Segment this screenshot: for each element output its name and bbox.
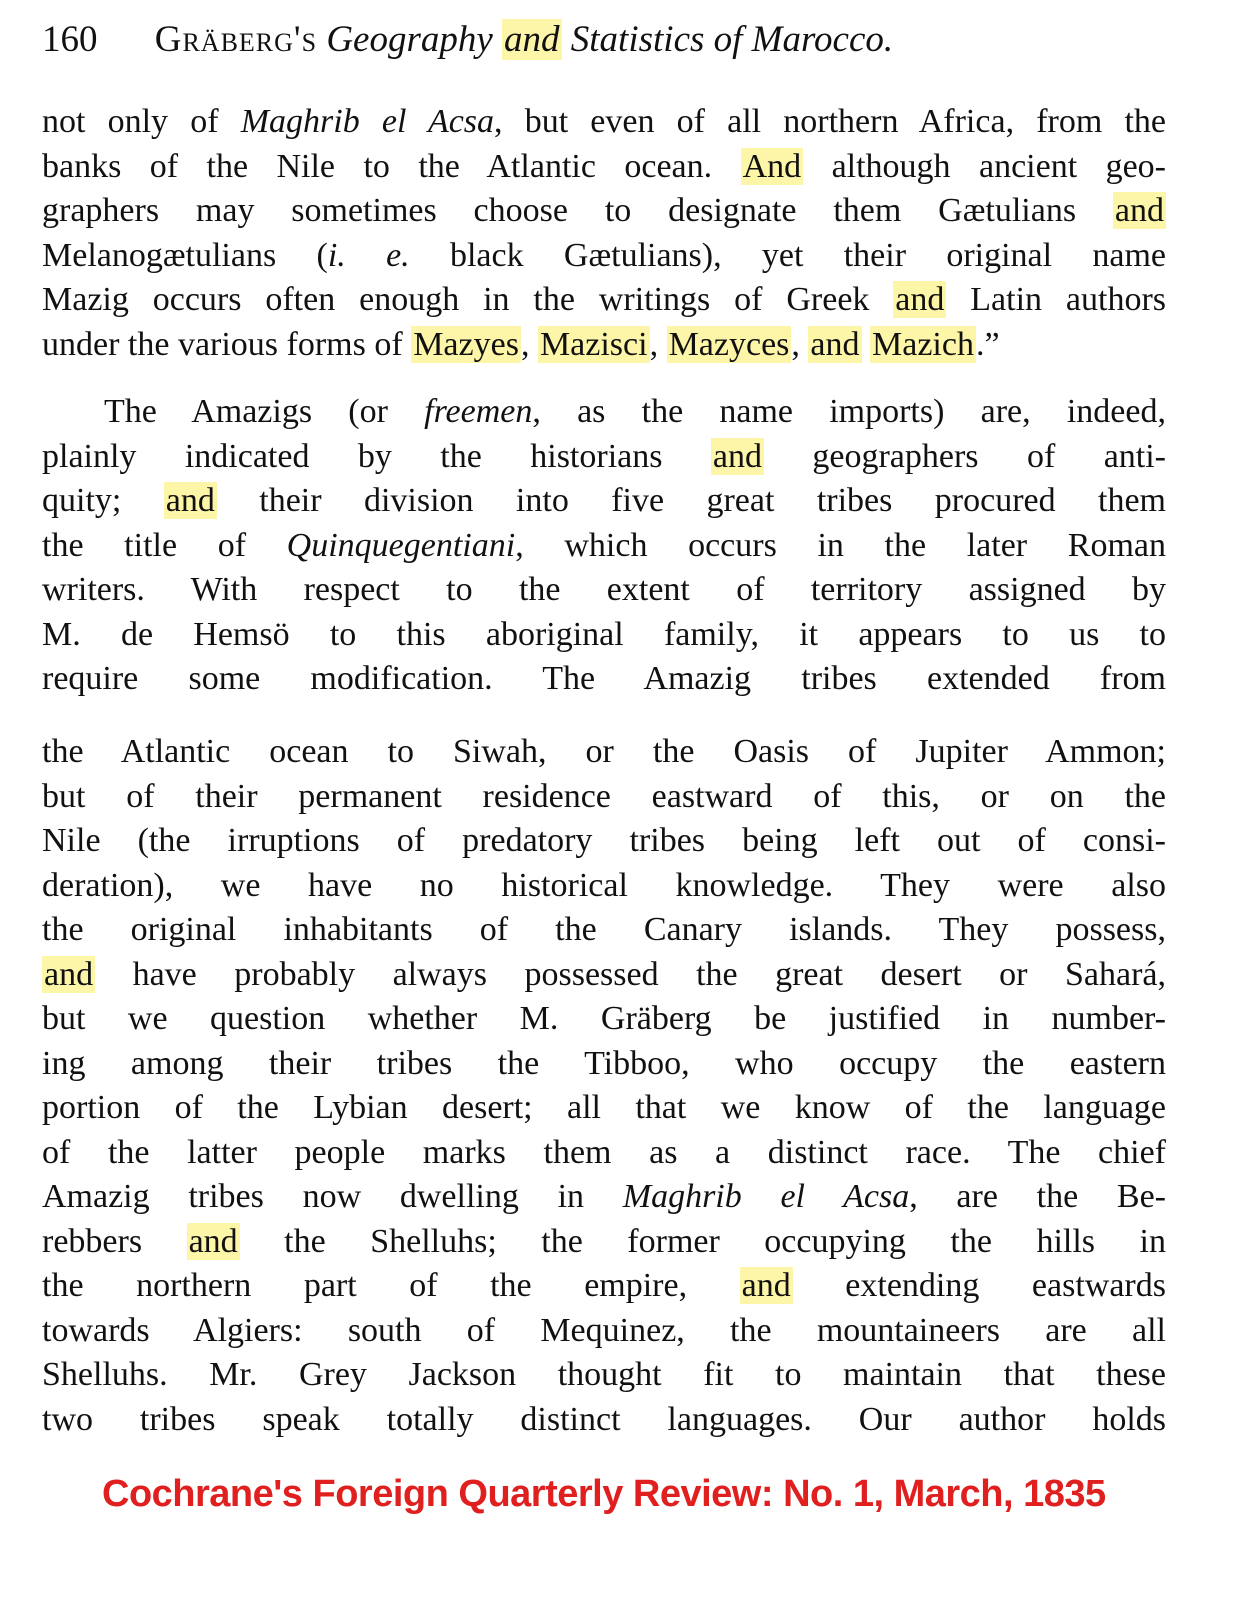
text-line <box>42 1042 1166 1087</box>
running-header <box>42 14 1182 66</box>
text-run: Nile (the irruptions of predatory tribes being left out of consi- <box>42 822 1166 859</box>
text-line <box>42 278 1166 323</box>
text-line <box>42 100 1166 145</box>
text-run: portion of the Lybian desert; all that we know of the language <box>42 1089 1166 1126</box>
text-run: extending eastwards <box>792 1267 1166 1304</box>
paragraph-1 <box>42 100 1166 367</box>
text-run: Amazig tribes now dwelling in <box>42 1178 623 1215</box>
text-line <box>42 1175 1166 1220</box>
text-line <box>42 1220 1166 1265</box>
text-run: , but even of all northern Africa, from the <box>494 103 1167 140</box>
highlighted-word: Mazisci <box>539 325 648 363</box>
header-author: Gräberg's <box>154 19 318 60</box>
text-run: banks of the Nile to the Atlantic ocean. <box>42 147 741 185</box>
text-run: , <box>520 325 538 363</box>
highlighted-word: and <box>165 482 215 519</box>
highlighted-word: and <box>1114 192 1164 229</box>
text-run: Shelluhs. Mr. Grey Jackson thought fit to maintain that these <box>42 1356 1166 1393</box>
text-line <box>42 819 1166 864</box>
text-run <box>862 326 871 363</box>
text-run: geographers of anti- <box>763 437 1166 475</box>
highlighted-word: Mazyces <box>668 325 790 363</box>
text-line <box>42 953 1166 998</box>
paragraph-3 <box>42 730 1166 1442</box>
text-line <box>42 997 1166 1042</box>
text-line <box>42 390 1166 435</box>
text-run: black Gætulians), yet their original name <box>409 236 1166 274</box>
text-line <box>42 1264 1166 1309</box>
text-line <box>42 1309 1166 1354</box>
text-run: two tribes speak totally distinct languages. Our author holds <box>42 1400 1166 1438</box>
text-run: not only of <box>42 103 241 140</box>
text-run: although ancient geo- <box>803 147 1166 185</box>
text-run: , which occurs in the later Roman <box>515 526 1166 564</box>
text-line <box>42 234 1166 279</box>
text-line <box>42 1131 1166 1176</box>
text-line <box>42 323 1166 368</box>
text-line <box>42 145 1166 190</box>
italic-text: freemen <box>424 393 533 430</box>
text-run: the northern part of the empire, <box>42 1267 740 1304</box>
text-run: require some modification. The Amazig tribes extended from <box>42 660 1166 697</box>
text-line <box>42 568 1166 613</box>
text-run: , <box>791 325 809 363</box>
page-number: 160 <box>42 19 98 60</box>
text-line <box>42 1353 1166 1398</box>
text-run: but we question whether M. Gräberg be justified in number- <box>42 1000 1166 1037</box>
highlighted-word: and <box>188 1222 238 1260</box>
text-line <box>42 1086 1166 1131</box>
text-run: but of their permanent residence eastward of this, or on the <box>42 777 1166 815</box>
text-line <box>42 524 1166 569</box>
italic-text: Maghrib el Acsa <box>622 1178 910 1215</box>
header-title-part1: Geography <box>326 19 493 60</box>
text-run: , are the Be- <box>909 1178 1166 1215</box>
highlighted-word: Mazyes <box>413 325 519 363</box>
highlighted-word: And <box>742 147 802 185</box>
text-line <box>42 908 1166 953</box>
text-line <box>42 613 1166 658</box>
header-and-highlight: and <box>504 19 560 60</box>
text-run: Mazig occurs often enough in the writings of Greek <box>42 281 894 318</box>
highlighted-word: and <box>44 955 94 993</box>
text-run: under the various forms of <box>42 325 412 363</box>
text-run: have probably always possessed the great desert or Sahará, <box>95 955 1166 993</box>
text-run: the Shelluhs; the former occupying the hills in <box>239 1222 1166 1260</box>
text-run: of the latter people marks them as a distinct race. The chief <box>42 1133 1166 1171</box>
text-line <box>42 864 1166 909</box>
text-run: .” <box>975 325 1000 363</box>
text-line <box>42 730 1166 775</box>
highlighted-word: and <box>712 437 762 475</box>
italic-text: Maghrib el Acsa <box>240 103 495 140</box>
text-run: M. de Hemsö to this aboriginal family, it appears to us to <box>42 615 1166 653</box>
highlighted-word: Mazich <box>872 325 974 363</box>
text-line <box>42 189 1166 234</box>
text-run: the title of <box>42 526 287 564</box>
text-run: Melanogætulians ( <box>42 236 328 274</box>
text-run: the Atlantic ocean to Siwah, or the Oasis of Jupiter Ammon; <box>42 733 1166 770</box>
text-run: ing among their tribes the Tibboo, who occupy the eastern <box>42 1044 1166 1082</box>
highlighted-word: and <box>810 325 860 363</box>
text-run: graphers may sometimes choose to designate them Gætulians <box>42 192 1113 229</box>
text-run: deration), we have no historical knowledge. They were also <box>42 866 1166 904</box>
text-line <box>42 657 1166 702</box>
text-run: writers. With respect to the extent of territory assigned by <box>42 571 1166 608</box>
text-run: rebbers <box>42 1222 187 1260</box>
text-line <box>42 479 1166 524</box>
text-line <box>42 1398 1166 1443</box>
italic-text: Quinquegentiani <box>286 526 516 564</box>
text-run: plainly indicated by the historians <box>42 437 711 475</box>
highlighted-word: and <box>741 1267 791 1304</box>
header-title-part2: Statistics of Marocco. <box>570 19 894 60</box>
highlighted-word: and <box>895 281 945 318</box>
text-run: the original inhabitants of the Canary islands. They possess, <box>42 911 1166 948</box>
source-caption: Cochrane's Foreign Quarterly Review: No. 1, March, 1835 <box>102 1473 1106 1515</box>
text-run: quity; <box>42 482 164 519</box>
text-run: , as the name imports) are, indeed, <box>532 393 1166 430</box>
text-run: , <box>649 325 667 363</box>
text-run: The Amazigs (or <box>104 393 425 430</box>
italic-text: i. e. <box>327 236 410 274</box>
text-run: their division into five great tribes procured them <box>216 482 1166 519</box>
text-run: Latin authors <box>946 281 1166 318</box>
text-line <box>42 775 1166 820</box>
text-line <box>42 435 1166 480</box>
text-run: towards Algiers: south of Mequinez, the mountaineers are all <box>42 1311 1166 1349</box>
paragraph-2 <box>42 390 1166 702</box>
